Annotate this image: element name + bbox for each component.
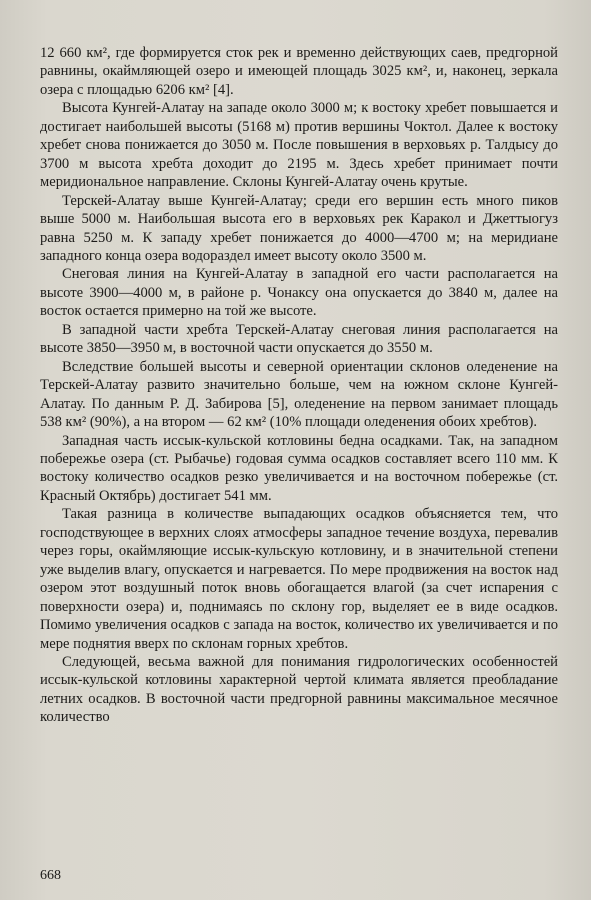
paragraph-2: Высота Кунгей-Алатау на западе около 3000 м; к востоку хребет повышается и достигает наибольшей высоты (5168 м) против вершины Чоктол. Далее к востоку хребет снова понижается до 3050 м. После повышения в верховьях р. Талдысу до 3700 м высота хребта доходит до 2195 м. Здесь хребет принимает почти меридиональное направление. Склоны Кунгей-Алатау очень крутые.	[40, 100, 558, 191]
paragraph-5: В западной части хребта Терскей-Алатау снеговая линия располагается на высоте 3850—3950 м, в восточной части опускается до 3550 м.	[40, 321, 558, 357]
paragraph-9: Следующей, весьма важной для понимания гидрологических особенностей иссык-кульской котловины характерной чертой климата является преобладание летних осадков. В восточной части предгорной равнины максимальное месячное количество	[40, 653, 558, 726]
paragraph-3: Терскей-Алатау выше Кунгей-Алатау; среди его вершин есть много пиков выше 5000 м. Наибольшая высота его в верховьях рек Каракол и Джеттыогуз равна 5250 м. К западу хребет понижается до 4000—4700 м; на меридиане западного конца озера водораздел имеет высоту около 3500 м.	[40, 192, 558, 264]
page-number: 668	[40, 868, 61, 883]
paragraph-8: Такая разница в количестве выпадающих осадков объясняется тем, что господствующее в верхних слоях атмосферы западное течение воздуха, перевалив через горы, окаймляющие иссык-кульскую котловину, и в значительной степени уже выделив влагу, опускается и нагревается. По мере продвижения на восток над озером этот воздушный поток вновь обогащается влагой (за счет испарения с поверхности озера) и, поднимаясь по склону гор, выделяет ее в виде осадков. Помимо увеличения осадков с запада на восток, количество их увеличивается и по мере поднятия вверх по склонам горных хребтов.	[40, 506, 558, 652]
paragraph-6: Вследствие большей высоты и северной ориентации склонов оледенение на Терскей-Алатау развито значительно больше, чем на южном склоне Кунгей-Алатау. По данным Р. Д. Забирова [5], оледенение на первом занимает площадь 538 км² (90%), а на втором — 62 км² (10% площади оледенения обоих хребтов).	[40, 358, 558, 431]
paragraph-7: Западная часть иссык-кульской котловины бедна осадками. Так, на западном побережье озера (ст. Рыбачье) годовая сумма осадков составляет всего 110 мм. К востоку количество осадков резко увеличивается и на восточном побережье (ст. Красный Октябрь) достигает 541 мм.	[40, 432, 558, 504]
paragraph-1: 12 660 км², где формируется сток рек и временно действующих саев, предгорной равнины, окаймляющей озеро и имеющей площадь 3025 км², и, наконец, зеркала озера с площадью 6206 км² [4].	[40, 45, 558, 98]
paragraph-4: Снеговая линия на Кунгей-Алатау в западной его части располагается на высоте 3900—4000 м, в районе р. Чонаксу она опускается до 3840 м, далее на восток остается примерно на той же высоте.	[40, 266, 558, 320]
body-text	[40, 44, 558, 727]
